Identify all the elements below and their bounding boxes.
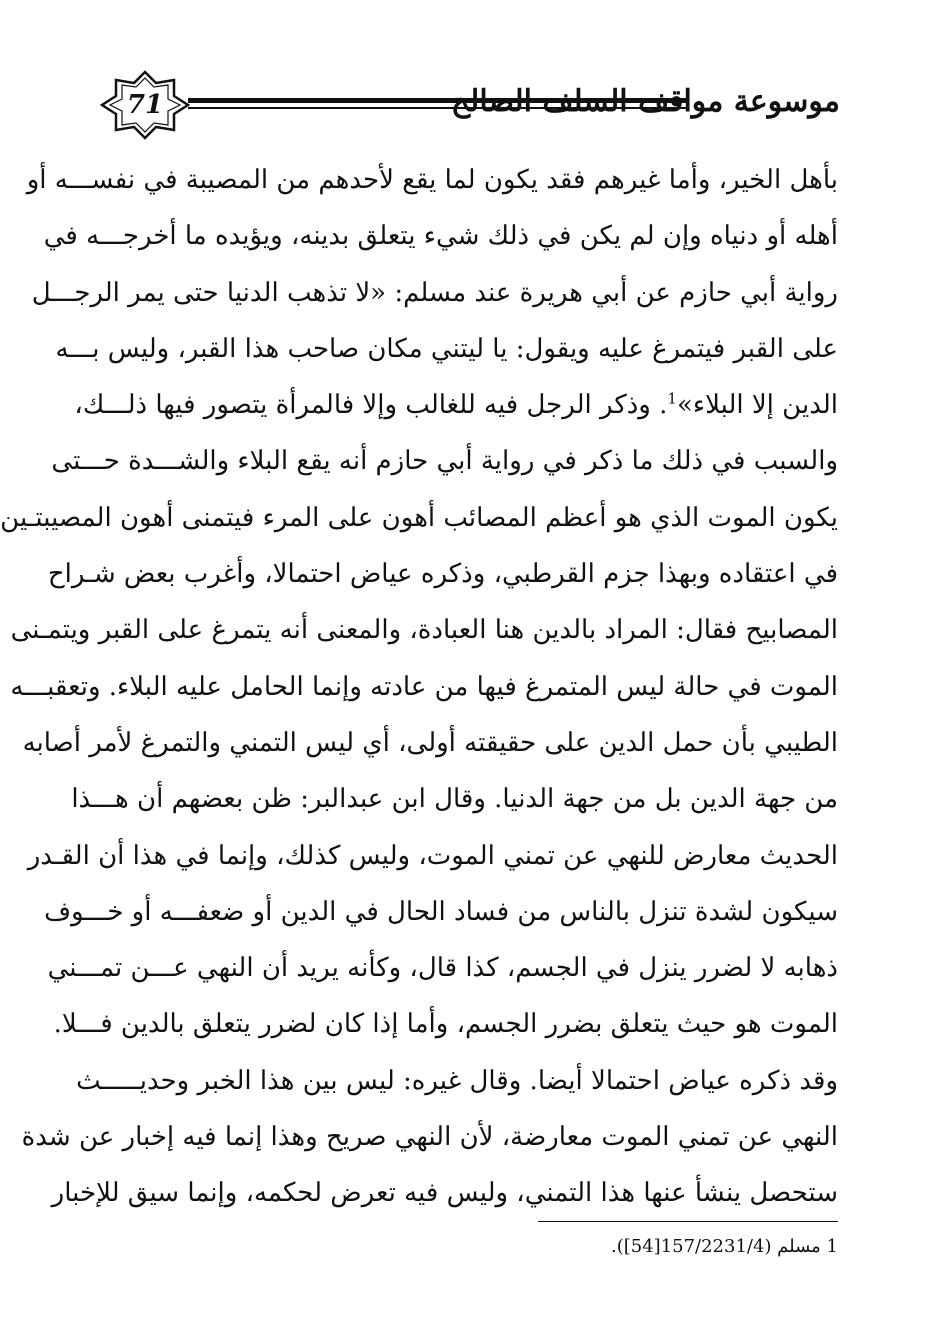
text-line: في اعتقاده وبهذا جزم القرطبي، وذكره عياض احتمالا، وأغرب بعض شـراح bbox=[47, 559, 838, 590]
text-line: رواية أبي حازم عن أبي هريرة عند مسلم: «لا تذهب الدنيا حتى يمر الرجـــل bbox=[31, 277, 838, 308]
footnote: 1 مسلم (157/2231/4[54]). bbox=[610, 1236, 838, 1257]
page-number: 71 bbox=[126, 90, 164, 120]
quote-end: الدين إلا البلاء» bbox=[676, 390, 838, 421]
body-text bbox=[0, 152, 838, 1222]
text-line: النهي عن تمني الموت معارضة، لأن النهي صريح وهذا إنما فيه إخبار عن شدة bbox=[21, 1122, 838, 1153]
footnote-divider bbox=[538, 1221, 838, 1222]
text-line: وقد ذكره عياض احتمالا أيضا. وقال غيره: ليس بين هذا الخبر وحديـــــث bbox=[76, 1065, 838, 1096]
page-header bbox=[100, 70, 840, 140]
text-line: أهله أو دنياه وإن لم يكن في ذلك شيء يتعلق بدينه، ويؤيده ما أخرجـــه في bbox=[43, 221, 838, 252]
text-line: المصابيح فقال: المراد بالدين هنا العبادة، والمعنى أنه يتمرغ على القبر ويتمـنى bbox=[10, 615, 838, 646]
text-line: الموت في حالة ليس المتمرغ فيها من عادته وإنما الحامل عليه البلاء. وتعقبـــه bbox=[10, 671, 838, 702]
text-line: الحديث معارض للنهي عن تمني الموت، وليس كذلك، وإنما في هذا أن القـدر bbox=[27, 840, 838, 871]
text-line: سيكون لشدة تنزل بالناس من فساد الحال في الدين أو ضعفـــه أو خـــوف bbox=[44, 896, 838, 927]
text-line: ستحصل ينشأ عنها هذا التمني، وليس فيه تعرض لحكمه، وإنما سيق للإخبار bbox=[51, 1178, 838, 1209]
text-line: على القبر فيتمرغ عليه ويقول: يا ليتني مكان صاحب هذا القبر، وليس بـــه bbox=[55, 333, 838, 364]
page-number-badge bbox=[100, 70, 190, 140]
text-line-with-footnote bbox=[74, 377, 838, 433]
text-line: يكون الموت الذي هو أعظم المصائب أهون على المرء فيتمنى أهون المصيبتـين bbox=[0, 502, 838, 533]
line-continuation: . وذكر الرجل فيه للغالب وإلا فالمرأة يتصور فيها ذلـــك، bbox=[74, 390, 668, 421]
text-line: من جهة الدين بل من جهة الدنيا. وقال ابن عبدالبر: ظن بعضهم أن هـــذا bbox=[71, 784, 838, 815]
text-line: الطيبي بأن حمل الدين على حقيقته أولى، أي ليس التمني والتمرغ لأمر أصابه bbox=[22, 727, 838, 758]
book-title: موسوعة مواقف السلف الصالح bbox=[450, 84, 840, 119]
text-line: بأهل الخير، وأما غيرهم فقد يكون لما يقع لأحدهم من المصيبة في نفســـه أو bbox=[26, 165, 838, 195]
footnote-marker[interactable]: 1 bbox=[667, 389, 677, 408]
text-line: والسبب في ذلك ما ذكر في رواية أبي حازم أنه يقع البلاء والشـــدة حـــتى bbox=[51, 446, 838, 477]
text-line: الموت هو حيث يتعلق بضرر الجسم، وأما إذا كان لضرر يتعلق بالدين فـــلا. bbox=[53, 1009, 838, 1040]
text-line: ذهابه لا لضرر ينزل في الجسم، كذا قال، وكأنه يريد أن النهي عـــن تمـــني bbox=[47, 953, 838, 984]
